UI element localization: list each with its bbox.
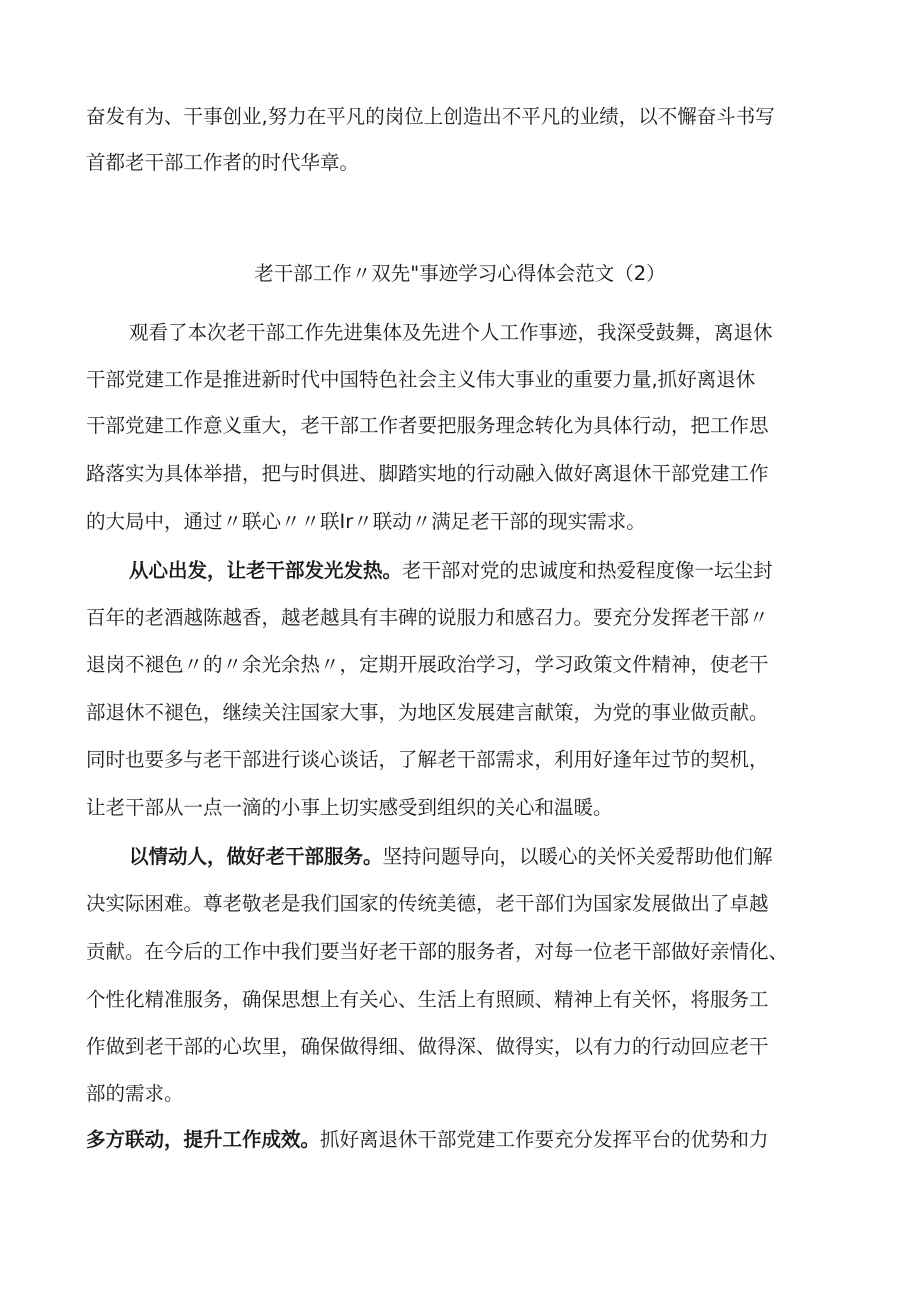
paragraph3-line-1 — [129, 844, 773, 870]
paragraph3-first-line-text: 坚持问题导向，以暖心的关怀关爱帮助他们解 — [382, 845, 773, 868]
paragraph1-line-5: 的大局中，通过〃联心〃〃联Ir〃联动〃满足老干部的现实需求。 — [86, 510, 646, 533]
paragraph2-line-3: 退岗不褪色〃的〃余光余热〃，定期开展政治学习，学习政策文件精神，使老干 — [86, 653, 769, 676]
paragraph4-first-line-text: 抓好离退休干部党建工作要充分发挥平台的优势和力 — [320, 1128, 769, 1151]
paragraph4-heading: 多方联动，提升工作成效。 — [86, 1128, 321, 1151]
intro-line-1: 奋发有为、干事创业,努力在平凡的岗位上创造出不平凡的业绩，以不懈奋斗书写 — [86, 105, 775, 128]
paragraph3-line-4: 个性化精准服务，确保思想上有关心、生活上有照顾、精神上有关怀，将服务工 — [86, 988, 769, 1011]
paragraph2-line-4: 部退休不褪色，继续关注国家大事，为地区发展建言献策，为党的事业做贡献。 — [86, 701, 769, 724]
intro-line-2: 首都老干部工作者的时代华章。 — [86, 151, 360, 174]
paragraph2-line-2: 百年的老酒越陈越香，越老越具有丰碑的说服力和感召力。要充分发挥老干部〃 — [86, 606, 769, 629]
paragraph1-line-2: 干部党建工作是推进新时代中国特色社会主义伟大事业的重要力量,抓好离退休 — [86, 368, 756, 391]
paragraph2-first-line-text: 老干部对党的忠诚度和热爱程度像一坛尘封 — [402, 559, 773, 582]
paragraph1-line-1: 观看了本次老干部工作先进集体及先进个人工作事迹，我深受鼓舞，离退休 — [129, 321, 773, 344]
paragraph4-line-1 — [86, 1127, 769, 1153]
paragraph3-line-2: 决实际困难。尊老敬老是我们国家的传统美德，老干部们为国家发展做出了卓越 — [86, 892, 769, 915]
paragraph2-line-6: 让老干部从一点一滴的小事上切实感受到组织的关心和温暖。 — [86, 796, 613, 819]
paragraph3-line-3: 贡献。在今后的工作中我们要当好老干部的服务者，对每一位老干部做好亲情化、 — [86, 940, 789, 963]
paragraph3-line-5: 作做到老干部的心坎里，确保做得细、做得深、做得实，以有力的行动回应老干 — [86, 1035, 769, 1058]
paragraph3-line-6: 部的需求。 — [86, 1082, 184, 1105]
paragraph1-line-3: 干部党建工作意义重大，老干部工作者要把服务理念转化为具体行动，把工作思 — [86, 414, 769, 437]
paragraph1-line-4: 路落实为具体举措，把与时俱进、脚踏实地的行动融入做好离退休干部党建工作 — [86, 462, 769, 485]
paragraph3-heading: 以情动人，做好老干部服务。 — [129, 845, 383, 868]
paragraph2-line-5: 同时也要多与老干部进行谈心谈话，了解老干部需求，利用好逢年过节的契机， — [86, 748, 769, 771]
section-title: 老干部工作〃双先"事迹学习心得体会范文（2） — [254, 262, 666, 285]
paragraph2-line-1 — [129, 558, 773, 584]
paragraph2-heading: 从心出发，让老干部发光发热。 — [129, 559, 403, 582]
